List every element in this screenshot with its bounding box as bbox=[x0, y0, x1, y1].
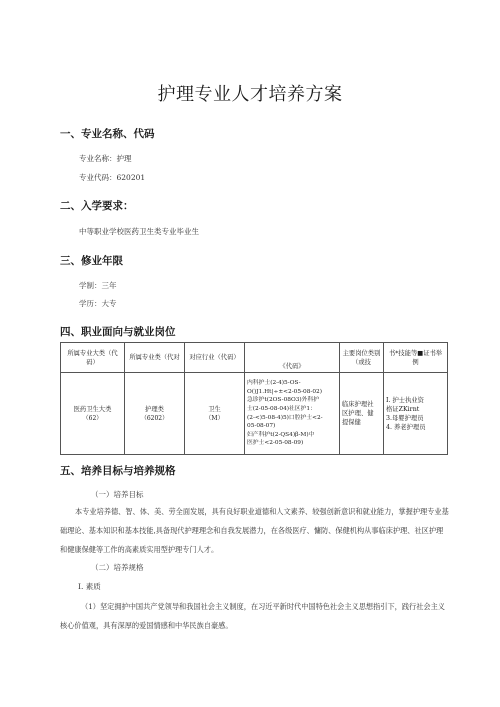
certificate-line: 4. 养老护理员 bbox=[386, 423, 426, 431]
job-category-line: 提保健 bbox=[342, 419, 361, 426]
header-certificate: 书*技能等■证书举例 bbox=[384, 343, 448, 373]
subheading-goal: （一）培养目标 bbox=[91, 490, 144, 499]
occupation-line: 内科护士(2-4)5-OS- bbox=[247, 380, 301, 387]
quality-item-1: （1）坚定拥护中国共产党领导和我国社会主义制度，在习近平新时代中国特色社会主义思想指引下，践行社会主义核心价值观，具有深厚的爱国情感和中华民族自豪感。 bbox=[60, 602, 445, 630]
table-header-row bbox=[61, 343, 448, 373]
major-category-code: （62） bbox=[82, 414, 103, 422]
cell-major-category bbox=[61, 373, 125, 455]
header-job-category: 主要岗位类别（或技 bbox=[340, 343, 384, 373]
major-category-name: 医药卫生大类 bbox=[73, 405, 112, 413]
major-name: 专业名称：护理 bbox=[79, 154, 132, 163]
section-heading-admission: 二、入学要求： bbox=[60, 200, 134, 212]
header-industry: 对应行业（代码） bbox=[185, 343, 245, 373]
job-category-line: 临床护理社 bbox=[342, 401, 374, 408]
cell-occupation-code bbox=[245, 373, 340, 455]
certificate-line: 3.母婴护理员 bbox=[386, 414, 424, 422]
cell-job-category bbox=[340, 373, 384, 455]
industry-name: 卫生 bbox=[208, 405, 221, 413]
cell-industry bbox=[185, 373, 245, 455]
admission-requirement: 中等职业学校医药卫生类专业毕业生 bbox=[79, 227, 199, 236]
table-row bbox=[61, 373, 448, 455]
occupation-line: O()J1.Ht|÷±<2-05-08-02) bbox=[247, 388, 322, 395]
section-heading-duration: 三、修业年限 bbox=[60, 255, 123, 267]
section-heading-goals: 五、培养目标与培养规格 bbox=[60, 465, 176, 477]
header-major-class: 所属专业类（代对 bbox=[125, 343, 185, 373]
section-heading-jobs: 四、职业面向与就业岗位 bbox=[60, 326, 176, 338]
study-years: 学制：三年 bbox=[79, 281, 117, 290]
header-major-category: 所属专业大类（代码） bbox=[61, 343, 125, 373]
certificate-line: 格证ZKirnt bbox=[386, 405, 420, 413]
occupation-line: 医护士<2-05-08-09) bbox=[247, 440, 304, 447]
cell-major-class bbox=[125, 373, 185, 455]
goal-paragraph: 本专业培养德、智、体、美、劳全面发展，具有良好职业道德和人文素养、较强创新意识和就业能力，掌握护理专业基础理论、基本知识和基本技能,具备现代护理理念和自我发展潜力，在各级医疗、慵防、保健机构从事临床护理、社区护理和健康保健等工作的高素质实用型护理专门人才。 bbox=[60, 507, 449, 554]
cell-certificate bbox=[384, 373, 448, 455]
degree-level: 学历：大专 bbox=[79, 299, 117, 308]
section-heading-major: 一、专业名称、代码 bbox=[60, 128, 155, 140]
quality-label: I. 素质 bbox=[78, 582, 101, 591]
industry-code: （M） bbox=[205, 414, 224, 422]
occupation-line: (2-<)5-08-4)5)口腔护士<2- bbox=[247, 414, 323, 421]
occupation-line: 05-08-07) bbox=[247, 423, 276, 430]
occupation-line: 急诊护t(2OS-08O3)外科护 bbox=[247, 397, 320, 404]
occupation-line: 士(2-05-08-04)社区护1： bbox=[247, 405, 316, 412]
certificate-line: I. 护士执业资 bbox=[386, 396, 424, 404]
major-class-name: 护理类 bbox=[145, 405, 164, 413]
major-code: 专业代码：620201 bbox=[79, 173, 146, 182]
jobs-table bbox=[60, 342, 448, 455]
occupation-line: 妇产科护t(2-QS4)β-M)中 bbox=[247, 431, 315, 438]
header-occupation-code: 《代码》 bbox=[245, 343, 340, 373]
subheading-specification: （二）培养规格 bbox=[91, 563, 144, 572]
major-class-code: （6202） bbox=[140, 414, 169, 422]
page-title: 护理专业人才培养方案 bbox=[157, 84, 343, 105]
job-category-line: 区护理、健 bbox=[342, 410, 374, 417]
